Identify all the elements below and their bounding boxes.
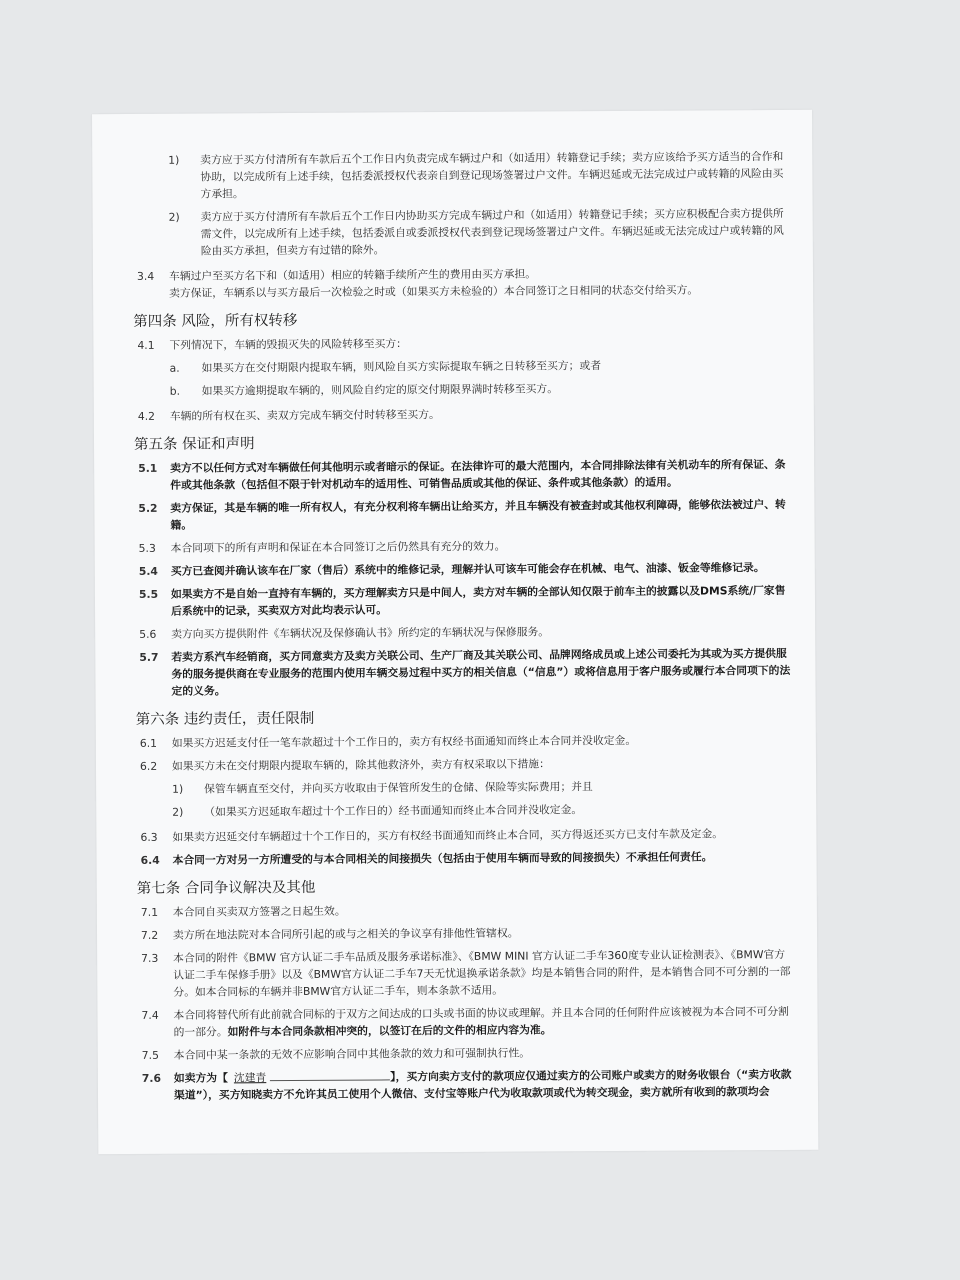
clause-4-1-b bbox=[170, 379, 790, 400]
clause-text: 如果买方迟延支付任一笔车款超过十个工作日的，卖方有权经书面通知而终止本合同并没收定金。 bbox=[171, 733, 637, 750]
clause-text: 买方已查阅并确认该车在厂家（售后）系统中的维修记录，理解并认可该车可能会存在机械、电气、油漆、钣金等维修记录。 bbox=[170, 561, 765, 578]
clause-4-1 bbox=[137, 333, 789, 354]
clause-text: 卖方向买方提供附件《车辆状况及保修确认书》所约定的车辆状况与保修服务。 bbox=[171, 625, 550, 641]
page-content bbox=[133, 148, 794, 1110]
clause-number: 5.6 bbox=[139, 627, 157, 641]
clause-number: 7.3 bbox=[141, 951, 159, 965]
section-heading-4: 第四条 风险，所有权转移 bbox=[133, 312, 298, 330]
clause-4-1-a bbox=[170, 356, 790, 377]
clause-text: 如果卖方不是自始一直持有车辆的，买方理解卖方只是中间人，卖方对车辆的全部认知仅限于前车主的披露以及DMS系统/厂家售后系统中的记录，买卖双方对此均表示认可。 bbox=[170, 583, 786, 618]
clause-number: 4.2 bbox=[137, 409, 156, 423]
clause-6-1 bbox=[140, 731, 792, 752]
clause-number: 5.2 bbox=[138, 501, 158, 515]
clause-7-4 bbox=[141, 1003, 793, 1041]
clause-text: 本合同自买卖双方签署之日起生效。 bbox=[172, 904, 346, 919]
clause-5-7 bbox=[139, 645, 791, 700]
clause-5-4 bbox=[139, 559, 791, 580]
clause-number: 5.4 bbox=[138, 564, 158, 578]
clause-number: a. bbox=[169, 361, 180, 375]
section-heading-6: 第六条 违约责任，责任限制 bbox=[135, 710, 315, 728]
clause-text: 如果买方在交付期限内提取车辆，则风险自买方实际提取车辆之日转移至买方；或者 bbox=[201, 359, 602, 375]
section-heading-7: 第七条 合同争议解决及其他 bbox=[136, 879, 316, 897]
clause-text: 卖方所在地法院对本合同所引起的或与之相关的争议享有排他性管辖权。 bbox=[172, 926, 519, 942]
clause-text: 本合同中某一条款的无效不应影响合同中其他条款的效力和可强制执行性。 bbox=[173, 1046, 531, 1062]
clause-number: 5.5 bbox=[138, 587, 159, 601]
clause-number: 7.5 bbox=[141, 1048, 159, 1062]
clause-text: （如果买方迟延取车超过十个工作日的）经书面通知而终止本合同并没收定金。 bbox=[204, 803, 583, 819]
clause-number: 7.6 bbox=[141, 1071, 162, 1085]
clause-6-2 bbox=[140, 754, 792, 775]
clause-text: 车辆过户至买方名下和（如适用）相应的转籍手续所产生的费用由买方承担。 bbox=[168, 267, 537, 283]
clause-text-continued: 】，买方向卖方支付的款项应仅通过卖方的公司账户或卖方的财务收银台（“卖方收款渠道”），买方知晓卖方不允许其员工使用个人微信、支付宝等账户代为收取款项或代为转交现金，卖方就所有收到的款项均会 bbox=[173, 1067, 792, 1102]
clause-7-6 bbox=[142, 1066, 794, 1104]
clause-text: 本合同项下的所有声明和保证在本合同签订之后仍然具有充分的效力。 bbox=[170, 539, 506, 555]
seller-name-underline bbox=[270, 1069, 390, 1081]
clause-text: 本合同将替代所有此前就合同标的于双方之间达成的口头或书面的协议或理解。并且本合同的任何附件应该被视为本合同不可分割的一部分。 bbox=[173, 1004, 789, 1039]
section-heading-5: 第五条 保证和声明 bbox=[133, 436, 255, 453]
clause-5-1 bbox=[138, 456, 790, 494]
clause-number: b. bbox=[169, 384, 181, 398]
clause-number: 7.4 bbox=[141, 1008, 159, 1022]
clause-3-3-2 bbox=[169, 205, 789, 260]
clause-number: 6.1 bbox=[139, 736, 158, 750]
clause-text: 如卖方为【 bbox=[173, 1071, 228, 1085]
clause-text: 本合同的附件《BMW 官方认证二手车品质及服务承诺标准》、《BMW MINI 官方认证二手车360度专业认证检测表》、《BMW官方认证二手车保修手册》以及《BMW官方认证二手车7天无忧退换承诺条款》均是本销售合同的附件，是本销售合同不可分割的一部分。如本合同标的车辆并非BMW官方认证二手车，则本条款不适用。 bbox=[173, 947, 791, 999]
clause-5-2 bbox=[138, 496, 790, 534]
clause-number: 7.1 bbox=[140, 905, 159, 919]
clause-number: 5.1 bbox=[138, 461, 158, 475]
clause-number: 1) bbox=[168, 153, 180, 167]
clause-6-4 bbox=[141, 848, 793, 869]
clause-text-wrap bbox=[173, 1003, 793, 1041]
clause-5-5 bbox=[139, 582, 791, 620]
seller-name-field: 沈建青 bbox=[233, 1071, 267, 1085]
clause-text: 本合同一方对另一方所遭受的与本合同相关的间接损失（包括由于使用车辆而导致的间接损失）不承担任何责任。 bbox=[172, 850, 713, 867]
clause-number: 2) bbox=[168, 210, 180, 224]
clause-5-6 bbox=[139, 622, 791, 643]
clause-number: 6.4 bbox=[140, 853, 160, 867]
clause-text: 如果卖方迟延交付车辆超过十个工作日的，买方有权经书面通知而终止本合同，买方得返还买方已支付车款及定金。 bbox=[172, 827, 724, 844]
clause-number: 5.7 bbox=[139, 650, 159, 664]
clause-number: 2) bbox=[172, 805, 184, 819]
clause-text-wrap bbox=[174, 1066, 794, 1104]
clause-3-3-1 bbox=[168, 148, 788, 203]
clause-text: 卖方不以任何方式对车辆做任何其他明示或者暗示的保证。在法律许可的最大范围内，本合同排除法律有关机动车的所有保证、条件或其他条款（包括但不限于针对机动车的适用性、可销售品质或其他的保证、条件或其他条款）的适用。 bbox=[170, 457, 786, 492]
clause-text: 如果买方逾期提取车辆的，则风险自约定的原交付期限界满时转移至买方。 bbox=[201, 382, 559, 398]
clause-text: 下列情况下，车辆的毁损灭失的风险转移至买方： bbox=[169, 337, 407, 352]
clause-text: 卖方保证，其是车辆的唯一所有权人，有充分权利将车辆出让给买方，并且车辆没有被查封或其他权利障碍，能够依法被过户、转籍。 bbox=[170, 497, 786, 532]
clause-number: 4.1 bbox=[137, 338, 155, 352]
clause-number: 6.2 bbox=[139, 759, 158, 773]
clause-6-2-2 bbox=[172, 800, 792, 821]
clause-text-continued: 卖方保证，车辆系以与买方最后一次检验之时或（如果买方未检验的）本合同签订之日相同的状态交付给买方。 bbox=[169, 283, 699, 300]
clause-text-bold: 如附件与本合同条款相冲突的，以签订在后的文件的相应内容为准。 bbox=[227, 1023, 552, 1039]
clause-text: 卖方应于买方付清所有车款后五个工作日内协助买方完成车辆过户和（如适用）转籍登记手续；买方应积极配合卖方提供所需文件，以完成所有上述手续，包括委派自或委派授权代表到登记现场签署过户文件。车辆迟延或无法完成过户或转籍的风险由买方承担，但卖方有过错的除外。 bbox=[200, 206, 784, 258]
clause-number: 1) bbox=[172, 782, 184, 796]
clause-5-3 bbox=[139, 536, 791, 557]
clause-number: 7.2 bbox=[140, 928, 159, 942]
clause-7-2 bbox=[141, 923, 793, 944]
clause-text: 卖方应于买方付清所有车款后五个工作日内负责完成车辆过户和（如适用）转籍登记手续；卖方应该给予买方适当的合作和协助，以完成所有上述手续，包括委派授权代表亲自到登记现场签署过户文件。车辆迟延或无法完成过户或转籍的风险由买方承担。 bbox=[200, 149, 784, 201]
clause-number: 5.3 bbox=[138, 541, 156, 555]
clause-text: 若卖方系汽车经销商，买方同意卖方及卖方关联公司、生产厂商及其关联公司、品牌网络成员或上述公司委托为其或为买方提供服务的服务提供商在专业服务的范围内使用车辆交易过程中买方的相关信息（“信息”）或将信息用于客户服务或履行本合同项下的法定的义务。 bbox=[171, 646, 791, 698]
clause-7-1 bbox=[141, 900, 793, 921]
clause-6-3 bbox=[140, 825, 792, 846]
clause-7-3 bbox=[141, 946, 793, 1001]
clause-4-2 bbox=[138, 404, 790, 425]
clause-3-4 bbox=[137, 264, 789, 302]
clause-7-5 bbox=[142, 1043, 794, 1064]
clause-number: 3.4 bbox=[136, 269, 155, 283]
clause-6-2-1 bbox=[172, 777, 792, 798]
clause-text: 如果买方未在交付期限内提取车辆的，除其他救济外，卖方有权采取以下措施： bbox=[171, 757, 550, 773]
clause-number: 6.3 bbox=[140, 830, 158, 844]
contract-page bbox=[92, 110, 818, 1154]
clause-text: 车辆的所有权在买、卖双方完成车辆交付时转移至买方。 bbox=[169, 408, 440, 423]
clause-text: 保管车辆直至交付，并向买方收取由于保管所发生的仓储、保险等实际费用；并且 bbox=[204, 780, 593, 796]
